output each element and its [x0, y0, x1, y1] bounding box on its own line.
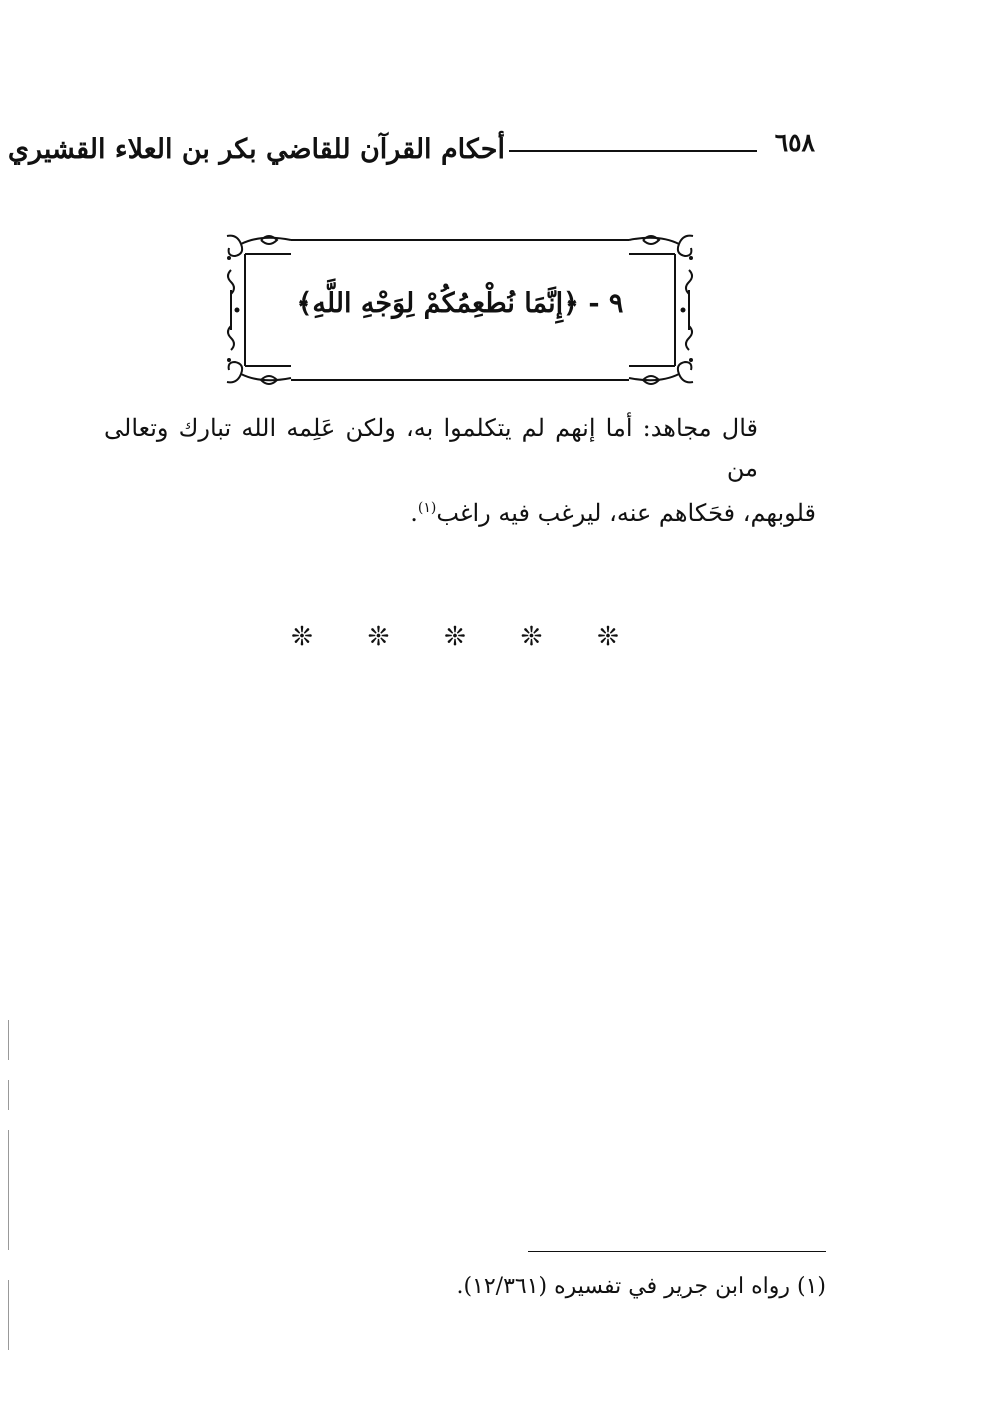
body-line-2: [104, 488, 816, 533]
separator-star-icon: ❊: [367, 622, 390, 652]
body-line-2-end: .: [410, 499, 418, 527]
verse-text: ﴿إِنَّمَا نُطْعِمُكُمْ لِوَجْهِ اللَّهِ﴾: [296, 288, 579, 319]
body-line-1: قال مجاهد: أما إنهم لم يتكلموا به، ولكن عَلِمه الله تبارك وتعالى من: [104, 414, 758, 482]
scan-mark: [8, 1080, 9, 1110]
footnote: (١) رواه ابن جرير في تفسيره (١٢/٣٦١).: [456, 1274, 826, 1299]
footnote-reference: (١): [417, 500, 437, 516]
footnote-rule: [528, 1251, 826, 1252]
book-title: أحكام القرآن للقاضي بكر بن العلاء القشيري: [7, 134, 505, 165]
separator-star-icon: ❊: [520, 622, 543, 652]
header-rule: [509, 150, 757, 152]
running-header: [7, 128, 815, 178]
scan-mark: [8, 1280, 9, 1350]
body-line-2-text: قلوبهم، فحَكاهم عنه، ليرغب فيه راغب: [436, 499, 816, 527]
verse-number: ٩ -: [588, 288, 624, 319]
separator-star-icon: ❊: [291, 622, 313, 652]
scan-mark: [8, 1130, 9, 1250]
body-paragraph: [104, 408, 816, 533]
page-number: ٦٥٨: [774, 128, 815, 157]
verse-heading: [221, 288, 699, 319]
ornamental-heading-frame: [221, 230, 699, 388]
section-separator: [290, 622, 620, 652]
separator-star-icon: ❊: [444, 622, 466, 652]
separator-star-icon: ❊: [597, 622, 619, 652]
scan-mark: [8, 1020, 9, 1060]
